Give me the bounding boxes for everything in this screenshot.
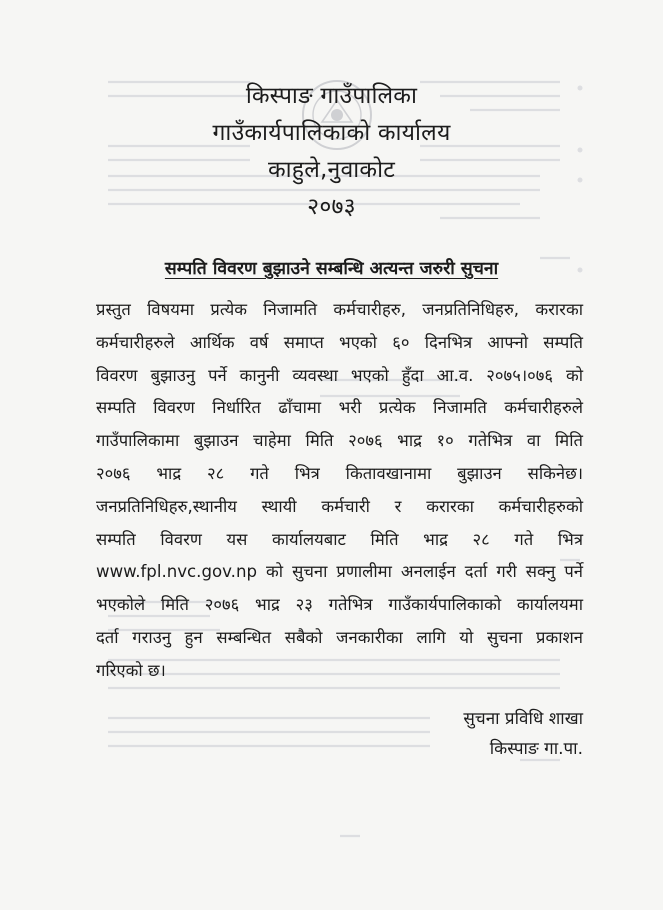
body-line: कर्मचारीहरुले आर्थिक वर्ष समाप्त भएको ६० दिनभित्र आफ्नो सम्पति [96,332,583,352]
body-line: २०७६ भाद्र २८ गते भित्र कितावखानामा बुझाउन सकिनेछ। [96,463,583,483]
issuing-office: किस्पाङ गा.पा. [489,739,583,759]
issuing-section: सुचना प्रविधि शाखा [463,709,583,729]
office-name: गाउँकार्यपालिकाको कार्यालय [212,120,451,146]
body-line: गरिएको छ। [96,660,166,680]
signature-block [463,704,583,764]
notice-body [96,294,583,688]
body-line: प्रस्तुत विषयमा प्रत्येक निजामति कर्मचारीहरु, जनप्रतिनिधिहरु, करारका [96,300,583,319]
established-year: २०७३ [307,194,356,220]
body-line: जनप्रतिनिधिहरु,स्थानीय स्थायी कर्मचारी र करारका कर्मचारीहरुको [96,496,583,516]
body-line: गाउँपालिकामा बुझाउन चाहेमा मिति २०७६ भाद्र १० गतेभित्र वा मिति [96,431,583,451]
body-line: www.fpl.nvc.gov.np को सुचना प्रणालीमा अनलाईन दर्ता गरी सक्नु पर्ने [96,562,583,582]
body-line: भएकोले मिति २०७६ भाद्र २३ गतेभित्र गाउँकार्यपालिकाको कार्यालयमा [96,595,583,615]
body-line: दर्ता गराउनु हुन सम्बन्धित सबैको जनकारीका लागि यो सुचना प्रकाशन [96,627,583,647]
notice-subject: सम्पति विवरण बुझाउने सम्बन्धि अत्यन्त जरुरी सुचना [164,259,499,279]
office-address: काहुले,नुवाकोट [267,157,396,183]
office-header [0,78,663,226]
body-line: सम्पति विवरण यस कार्यालयबाट मिति भाद्र २८ गते भित्र [96,529,583,549]
body-line: विवरण बुझाउनु पर्ने कानुनी व्यवस्था भएको हुँदा आ.व. २०७५।०७६ को [96,365,583,385]
body-line: सम्पति विवरण निर्धारित ढाँचामा भरी प्रत्येक निजामति कर्मचारीहरुले [96,398,583,418]
municipality-name: किस्पाङ गाउँपालिका [245,83,418,109]
